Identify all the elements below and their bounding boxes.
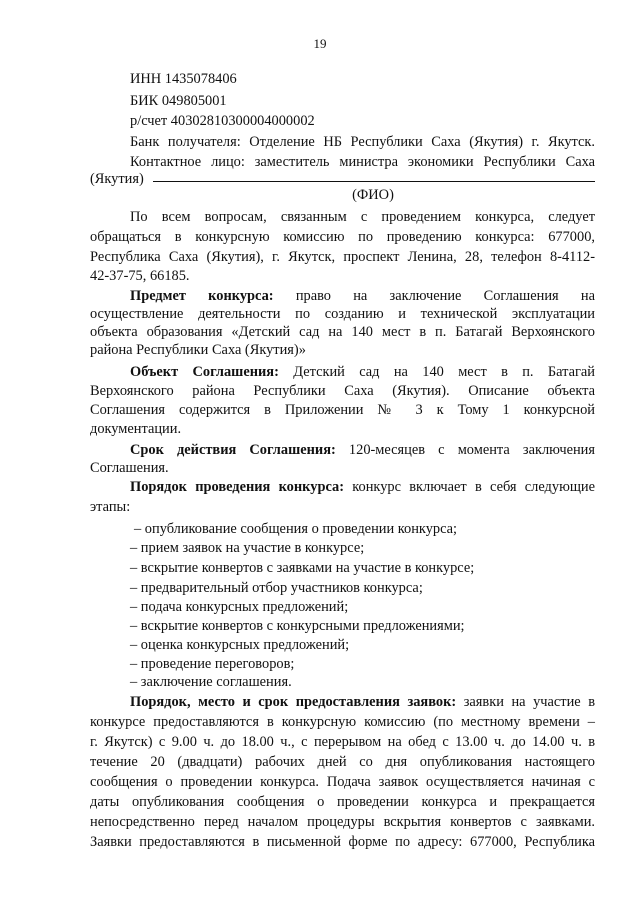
questions-line-4: 42-37-75, 66185. bbox=[90, 268, 190, 284]
bank-line: Банк получателя: Отделение НБ Республики Саха (Якутия) г. Якутск. bbox=[130, 134, 595, 150]
fio-caption: (ФИО) bbox=[352, 187, 394, 203]
procedure-text: конкурс включает в себя следующие bbox=[352, 479, 595, 495]
term-text: 120-месяцев с момента заключения bbox=[348, 442, 595, 458]
subject-label: Предмет конкурса: bbox=[130, 288, 274, 304]
object-line-2: Верхоянского района Республики Саха (Якутия). Описание объекта bbox=[90, 383, 595, 399]
applications-line-3: г. Якутск) с 9.00 ч. до 18.00 ч., с перерывом на обед с 13.00 ч. до 14.00 ч. в bbox=[90, 734, 595, 750]
stage-item: – вскрытие конвертов с заявками на участие в конкурсе; bbox=[130, 560, 475, 576]
subject-text: право на заключение Соглашения на bbox=[295, 288, 595, 304]
procedure-label: Порядок проведения конкурса: bbox=[130, 479, 345, 495]
term-label: Срок действия Соглашения: bbox=[130, 442, 336, 458]
object-line-3: Соглашения содержится в Приложении № 3 к Тому 1 конкурсной bbox=[90, 402, 595, 418]
applications-line-5: сообщения о проведении конкурса. Подача заявок осуществляется начиная с bbox=[90, 774, 595, 790]
term-line-1 bbox=[130, 441, 595, 459]
procedure-line-1 bbox=[130, 478, 595, 496]
questions-line-1: По всем вопросам, связанным с проведением конкурса, следует bbox=[130, 209, 595, 225]
stage-item: – заключение соглашения. bbox=[130, 674, 292, 690]
procedure-line-2: этапы: bbox=[90, 499, 131, 515]
stage-item: – подача конкурсных предложений; bbox=[130, 599, 349, 615]
applications-line-7: непосредственно перед началом процедуры вскрытия конвертов с заявками. bbox=[90, 814, 595, 830]
subject-line-2: осуществление деятельности по созданию и технической эксплуатации bbox=[90, 306, 595, 322]
stage-item: – прием заявок на участие в конкурсе; bbox=[130, 540, 365, 556]
applications-line-1 bbox=[130, 693, 595, 711]
applications-text: заявки на участие в bbox=[463, 694, 595, 710]
stage-item: – вскрытие конвертов с конкурсными предложениями; bbox=[130, 618, 465, 634]
applications-line-8: Заявки предоставляются в письменной форме по адресу: 677000, Республика bbox=[90, 834, 595, 850]
stage-item: – оценка конкурсных предложений; bbox=[130, 637, 350, 653]
term-line-2: Соглашения. bbox=[90, 460, 169, 476]
fio-blank-line bbox=[153, 181, 595, 182]
bik-line: БИК 049805001 bbox=[130, 93, 227, 109]
stage-item: – предварительный отбор участников конкурса; bbox=[130, 580, 423, 596]
object-label: Объект Соглашения: bbox=[130, 364, 279, 380]
subject-line-1 bbox=[130, 287, 595, 305]
questions-line-3: Республика Саха (Якутия), г. Якутск, проспект Ленина, 28, телефон 8-4112- bbox=[90, 249, 595, 265]
contact-line: Контактное лицо: заместитель министра экономики Республики Саха bbox=[130, 154, 595, 170]
stage-item: – проведение переговоров; bbox=[130, 656, 295, 672]
object-line-4: документации. bbox=[90, 421, 182, 437]
object-line-1 bbox=[130, 363, 595, 381]
stage-item: – опубликование сообщения о проведении конкурса; bbox=[134, 521, 458, 537]
account-line: р/счет 40302810300004000002 bbox=[130, 113, 315, 129]
applications-line-2: конкурсе предоставляются в конкурсную комиссию (по местному времени – bbox=[90, 714, 595, 730]
questions-line-2: обращаться в конкурсную комиссию по проведению конкурса: 677000, bbox=[90, 229, 595, 245]
page-number: 19 bbox=[313, 36, 327, 51]
subject-line-3: объекта образования «Детский сад на 140 мест в п. Батагай Верхоянского bbox=[90, 324, 595, 340]
contact-line-2: (Якутия) bbox=[90, 171, 144, 187]
applications-label: Порядок, место и срок предоставления заявок: bbox=[130, 694, 457, 710]
applications-line-4: течение 20 (двадцати) рабочих дней со дня опубликования настоящего bbox=[90, 754, 595, 770]
object-text: Детский сад на 140 мест в п. Батагай bbox=[293, 364, 595, 380]
inn-line: ИНН 1435078406 bbox=[130, 71, 237, 87]
subject-line-4: района Республики Саха (Якутия)» bbox=[90, 342, 306, 358]
applications-line-6: даты опубликования сообщения о проведении конкурса и прекращается bbox=[90, 794, 595, 810]
